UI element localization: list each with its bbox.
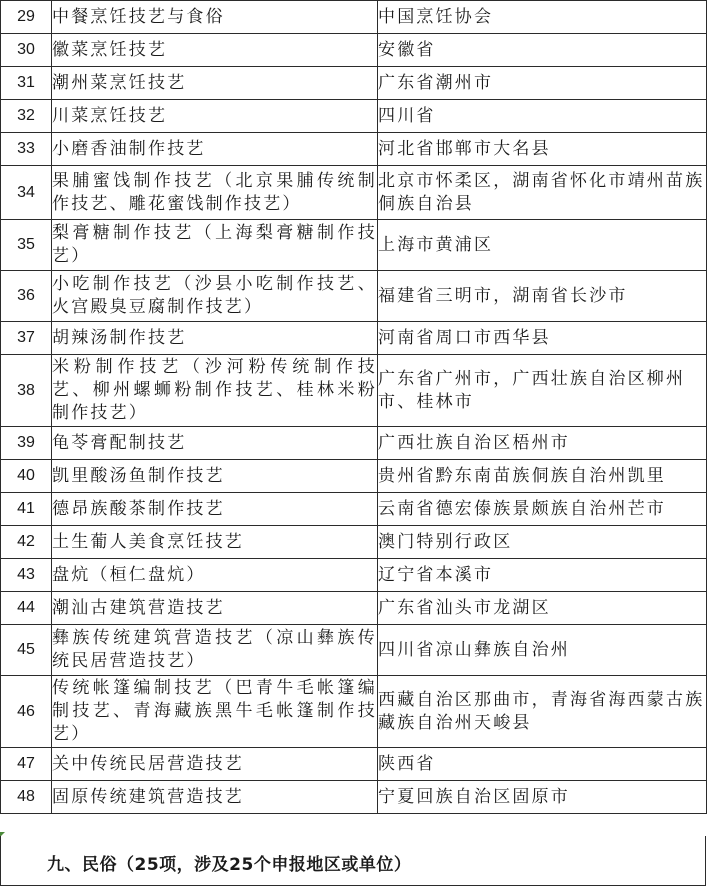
item-name: 盘炕（桓仁盘炕） [52,559,378,592]
item-name: 固原传统建筑营造技艺 [52,781,378,814]
region-name: 安徽省 [378,34,707,67]
table-row [1,460,707,493]
table-body [1,1,707,814]
item-name: 潮州菜烹饪技艺 [52,67,378,100]
table-row [1,1,707,34]
row-number: 30 [1,34,52,67]
table-row [1,100,707,133]
row-number: 38 [1,355,52,427]
item-name: 德昂族酸茶制作技艺 [52,493,378,526]
region-name: 广东省汕头市龙湖区 [378,592,707,625]
region-name: 福建省三明市，湖南省长沙市 [378,271,707,322]
row-number: 29 [1,1,52,34]
item-name: 米粉制作技艺（沙河粉传统制作技艺、柳州螺蛳粉制作技艺、桂林米粉制作技艺） [52,355,378,427]
region-name: 河北省邯郸市大名县 [378,133,707,166]
row-number: 40 [1,460,52,493]
region-name: 广东省潮州市 [378,67,707,100]
item-name: 龟苓膏配制技艺 [52,427,378,460]
row-number: 46 [1,676,52,748]
region-name: 贵州省黔东南苗族侗族自治州凯里 [378,460,707,493]
section-footer [0,836,706,886]
table-row [1,133,707,166]
item-name: 彝族传统建筑营造技艺（凉山彝族传统民居营造技艺） [52,625,378,676]
item-name: 凯里酸汤鱼制作技艺 [52,460,378,493]
region-name: 陕西省 [378,748,707,781]
table-row [1,355,707,427]
region-name: 西藏自治区那曲市，青海省海西蒙古族藏族自治州天峻县 [378,676,707,748]
row-number: 33 [1,133,52,166]
item-name: 潮汕古建筑营造技艺 [52,592,378,625]
item-name: 传统帐篷编制技艺（巴青牛毛帐篷编制技艺、青海藏族黑牛毛帐篷制作技艺） [52,676,378,748]
item-name: 徽菜烹饪技艺 [52,34,378,67]
region-name: 四川省 [378,100,707,133]
item-name: 胡辣汤制作技艺 [52,322,378,355]
row-number: 48 [1,781,52,814]
item-name: 梨膏糖制作技艺（上海梨膏糖制作技艺） [52,220,378,271]
table-row [1,526,707,559]
item-name: 川菜烹饪技艺 [52,100,378,133]
row-number: 32 [1,100,52,133]
row-number: 42 [1,526,52,559]
item-name: 土生葡人美食烹饪技艺 [52,526,378,559]
region-name: 云南省德宏傣族景颇族自治州芒市 [378,493,707,526]
region-name: 四川省凉山彝族自治州 [378,625,707,676]
table-row [1,67,707,100]
row-number: 35 [1,220,52,271]
row-number: 44 [1,592,52,625]
section-heading: 九、民俗（25项，涉及25个申报地区或单位） [47,855,412,875]
table-row [1,220,707,271]
item-name: 关中传统民居营造技艺 [52,748,378,781]
table-row [1,781,707,814]
table-row [1,493,707,526]
region-name: 广东省广州市，广西壮族自治区柳州市、桂林市 [378,355,707,427]
row-number: 41 [1,493,52,526]
table-row [1,625,707,676]
table-row [1,559,707,592]
row-number: 47 [1,748,52,781]
region-name: 河南省周口市西华县 [378,322,707,355]
table-row [1,166,707,220]
item-name: 小吃制作技艺（沙县小吃制作技艺、火宫殿臭豆腐制作技艺） [52,271,378,322]
table-row [1,676,707,748]
region-name: 宁夏回族自治区固原市 [378,781,707,814]
region-name: 上海市黄浦区 [378,220,707,271]
region-name: 辽宁省本溪市 [378,559,707,592]
table-row [1,271,707,322]
row-number: 43 [1,559,52,592]
row-number: 34 [1,166,52,220]
row-number: 45 [1,625,52,676]
row-number: 37 [1,322,52,355]
row-number: 31 [1,67,52,100]
row-number: 36 [1,271,52,322]
table-row [1,592,707,625]
region-name: 广西壮族自治区梧州市 [378,427,707,460]
item-name: 中餐烹饪技艺与食俗 [52,1,378,34]
table-row [1,748,707,781]
table-row [1,427,707,460]
row-number: 39 [1,427,52,460]
table-row [1,34,707,67]
region-name: 北京市怀柔区，湖南省怀化市靖州苗族侗族自治县 [378,166,707,220]
item-name: 小磨香油制作技艺 [52,133,378,166]
region-name: 中国烹饪协会 [378,1,707,34]
item-name: 果脯蜜饯制作技艺（北京果脯传统制作技艺、雕花蜜饯制作技艺） [52,166,378,220]
region-name: 澳门特别行政区 [378,526,707,559]
table-row [1,322,707,355]
